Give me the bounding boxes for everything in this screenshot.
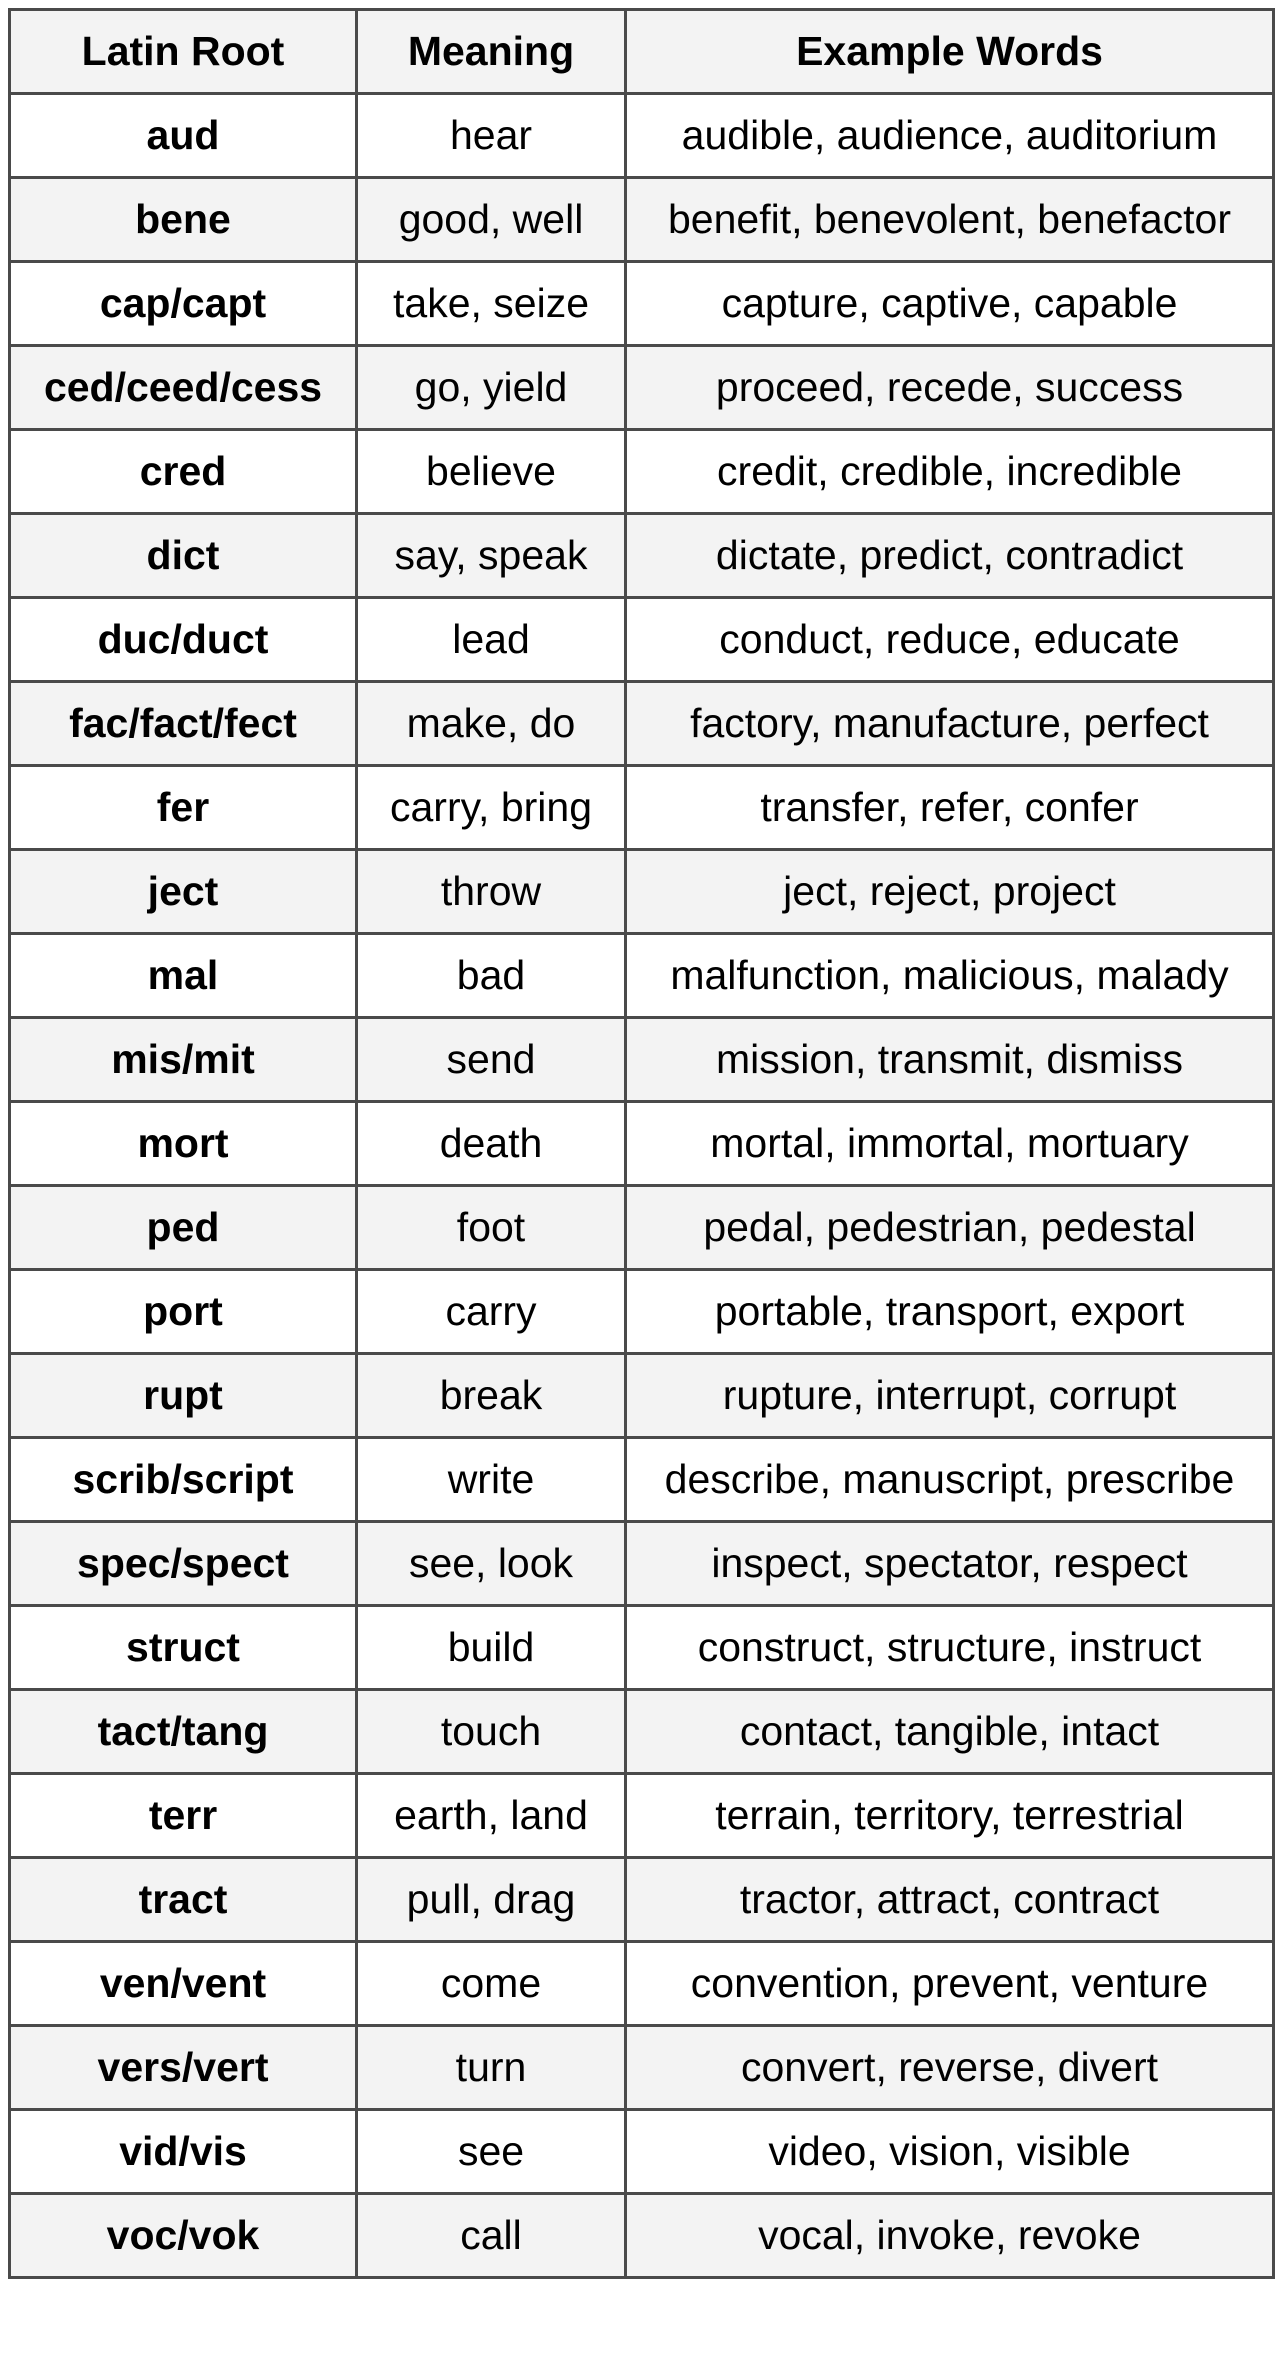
meaning-cell: earth, land bbox=[357, 1774, 626, 1858]
latin-root-cell: mis/mit bbox=[10, 1018, 357, 1102]
example-words-cell: credit, credible, incredible bbox=[626, 430, 1274, 514]
example-words-cell: pedal, pedestrian, pedestal bbox=[626, 1186, 1274, 1270]
table-row bbox=[10, 2026, 1274, 2110]
latin-root-cell: duc/duct bbox=[10, 598, 357, 682]
meaning-cell: believe bbox=[357, 430, 626, 514]
table-row bbox=[10, 430, 1274, 514]
example-words-cell: portable, transport, export bbox=[626, 1270, 1274, 1354]
table-row bbox=[10, 1102, 1274, 1186]
example-words-cell: capture, captive, capable bbox=[626, 262, 1274, 346]
latin-root-cell: ced/ceed/cess bbox=[10, 346, 357, 430]
meaning-cell: make, do bbox=[357, 682, 626, 766]
table-row bbox=[10, 2110, 1274, 2194]
latin-root-cell: mal bbox=[10, 934, 357, 1018]
latin-root-cell: mort bbox=[10, 1102, 357, 1186]
latin-root-cell: ject bbox=[10, 850, 357, 934]
meaning-cell: death bbox=[357, 1102, 626, 1186]
meaning-cell: carry, bring bbox=[357, 766, 626, 850]
latin-root-cell: ped bbox=[10, 1186, 357, 1270]
latin-root-cell: scrib/script bbox=[10, 1438, 357, 1522]
example-words-cell: video, vision, visible bbox=[626, 2110, 1274, 2194]
latin-root-cell: bene bbox=[10, 178, 357, 262]
meaning-cell: go, yield bbox=[357, 346, 626, 430]
table-row bbox=[10, 1354, 1274, 1438]
table-row bbox=[10, 1270, 1274, 1354]
meaning-cell: say, speak bbox=[357, 514, 626, 598]
header-example-words: Example Words bbox=[626, 10, 1274, 94]
example-words-cell: audible, audience, auditorium bbox=[626, 94, 1274, 178]
latin-root-cell: terr bbox=[10, 1774, 357, 1858]
latin-root-cell: struct bbox=[10, 1606, 357, 1690]
example-words-cell: rupture, interrupt, corrupt bbox=[626, 1354, 1274, 1438]
meaning-cell: see, look bbox=[357, 1522, 626, 1606]
example-words-cell: factory, manufacture, perfect bbox=[626, 682, 1274, 766]
latin-root-cell: tact/tang bbox=[10, 1690, 357, 1774]
table-row bbox=[10, 1018, 1274, 1102]
header-row bbox=[10, 10, 1274, 94]
table-row bbox=[10, 1690, 1274, 1774]
example-words-cell: ject, reject, project bbox=[626, 850, 1274, 934]
table-row bbox=[10, 1186, 1274, 1270]
table-row bbox=[10, 766, 1274, 850]
example-words-cell: transfer, refer, confer bbox=[626, 766, 1274, 850]
example-words-cell: mission, transmit, dismiss bbox=[626, 1018, 1274, 1102]
example-words-cell: terrain, territory, terrestrial bbox=[626, 1774, 1274, 1858]
latin-root-cell: voc/vok bbox=[10, 2194, 357, 2278]
meaning-cell: take, seize bbox=[357, 262, 626, 346]
meaning-cell: build bbox=[357, 1606, 626, 1690]
example-words-cell: tractor, attract, contract bbox=[626, 1858, 1274, 1942]
meaning-cell: lead bbox=[357, 598, 626, 682]
latin-root-cell: ven/vent bbox=[10, 1942, 357, 2026]
meaning-cell: see bbox=[357, 2110, 626, 2194]
latin-root-cell: vid/vis bbox=[10, 2110, 357, 2194]
example-words-cell: conduct, reduce, educate bbox=[626, 598, 1274, 682]
latin-roots-table bbox=[8, 8, 1275, 2279]
example-words-cell: construct, structure, instruct bbox=[626, 1606, 1274, 1690]
table-row bbox=[10, 1522, 1274, 1606]
example-words-cell: convert, reverse, divert bbox=[626, 2026, 1274, 2110]
table-header bbox=[10, 10, 1274, 94]
meaning-cell: touch bbox=[357, 1690, 626, 1774]
table-row bbox=[10, 2194, 1274, 2278]
table-row bbox=[10, 514, 1274, 598]
example-words-cell: benefit, benevolent, benefactor bbox=[626, 178, 1274, 262]
table-row bbox=[10, 598, 1274, 682]
example-words-cell: convention, prevent, venture bbox=[626, 1942, 1274, 2026]
meaning-cell: throw bbox=[357, 850, 626, 934]
table-row bbox=[10, 94, 1274, 178]
example-words-cell: proceed, recede, success bbox=[626, 346, 1274, 430]
latin-root-cell: spec/spect bbox=[10, 1522, 357, 1606]
example-words-cell: malfunction, malicious, malady bbox=[626, 934, 1274, 1018]
header-latin-root: Latin Root bbox=[10, 10, 357, 94]
latin-root-cell: port bbox=[10, 1270, 357, 1354]
header-meaning: Meaning bbox=[357, 10, 626, 94]
meaning-cell: write bbox=[357, 1438, 626, 1522]
table-row bbox=[10, 1858, 1274, 1942]
latin-root-cell: dict bbox=[10, 514, 357, 598]
latin-root-cell: fer bbox=[10, 766, 357, 850]
latin-root-cell: cap/capt bbox=[10, 262, 357, 346]
meaning-cell: turn bbox=[357, 2026, 626, 2110]
example-words-cell: contact, tangible, intact bbox=[626, 1690, 1274, 1774]
latin-root-cell: vers/vert bbox=[10, 2026, 357, 2110]
latin-root-cell: cred bbox=[10, 430, 357, 514]
table-row bbox=[10, 1438, 1274, 1522]
table-row bbox=[10, 1942, 1274, 2026]
latin-root-cell: aud bbox=[10, 94, 357, 178]
table-row bbox=[10, 346, 1274, 430]
meaning-cell: send bbox=[357, 1018, 626, 1102]
meaning-cell: hear bbox=[357, 94, 626, 178]
meaning-cell: foot bbox=[357, 1186, 626, 1270]
table-row bbox=[10, 682, 1274, 766]
meaning-cell: carry bbox=[357, 1270, 626, 1354]
meaning-cell: call bbox=[357, 2194, 626, 2278]
meaning-cell: good, well bbox=[357, 178, 626, 262]
example-words-cell: mortal, immortal, mortuary bbox=[626, 1102, 1274, 1186]
table-row bbox=[10, 934, 1274, 1018]
meaning-cell: break bbox=[357, 1354, 626, 1438]
table-row bbox=[10, 1774, 1274, 1858]
table-row bbox=[10, 178, 1274, 262]
table-body bbox=[10, 94, 1274, 2278]
table-row bbox=[10, 262, 1274, 346]
example-words-cell: dictate, predict, contradict bbox=[626, 514, 1274, 598]
example-words-cell: vocal, invoke, revoke bbox=[626, 2194, 1274, 2278]
table-row bbox=[10, 850, 1274, 934]
example-words-cell: describe, manuscript, prescribe bbox=[626, 1438, 1274, 1522]
table-row bbox=[10, 1606, 1274, 1690]
meaning-cell: come bbox=[357, 1942, 626, 2026]
latin-root-cell: rupt bbox=[10, 1354, 357, 1438]
meaning-cell: pull, drag bbox=[357, 1858, 626, 1942]
latin-root-cell: tract bbox=[10, 1858, 357, 1942]
latin-root-cell: fac/fact/fect bbox=[10, 682, 357, 766]
meaning-cell: bad bbox=[357, 934, 626, 1018]
example-words-cell: inspect, spectator, respect bbox=[626, 1522, 1274, 1606]
